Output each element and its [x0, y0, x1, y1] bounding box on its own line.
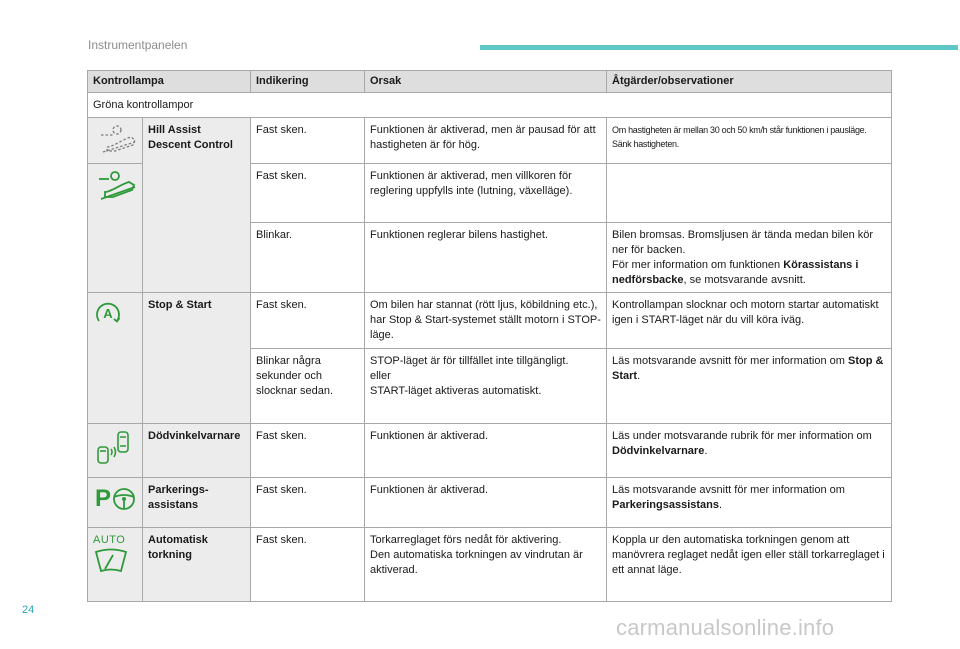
cause-text: Den automatiska torkningen av vindrutan är aktiverad. [370, 549, 583, 576]
cause-cell [365, 349, 607, 424]
actions-cell [607, 349, 892, 424]
column-header-actions: Åtgärder/observationer [607, 71, 892, 93]
auto-label: AUTO [93, 534, 126, 546]
table-row [88, 424, 892, 478]
indication-cell: Fast sken. [251, 528, 365, 602]
lamp-name: Dödvinkelvarnare [143, 424, 251, 478]
actions-keyword: Körassistans i nedförsbacke [612, 259, 859, 286]
actions-cell [607, 118, 892, 164]
actions-text: För mer information om funktionen [612, 259, 784, 271]
cause-cell [365, 528, 607, 602]
icon-cell [88, 293, 143, 424]
cause-text: STOP-läget är för tillfället inte tillgängligt. [370, 355, 569, 367]
actions-text: . [637, 370, 641, 382]
indication-cell: Fast sken. [251, 118, 365, 164]
warning-lamps-table [87, 70, 892, 602]
svg-text:A: A [103, 306, 113, 321]
actions-text: Läs under motsvarande rubrik för mer information om [612, 430, 872, 442]
icon-cell [88, 424, 143, 478]
column-header-cause: Orsak [365, 71, 607, 93]
icon-cell [88, 164, 143, 293]
table-row [88, 478, 892, 528]
actions-keyword: Parkeringsassistans [612, 499, 720, 511]
lamp-name: Hill Assist Descent Control [143, 118, 251, 293]
indication-cell: Fast sken. [251, 293, 365, 349]
watermark: carmanualsonline.info [616, 615, 835, 640]
cause-cell: Funktionen är aktiverad, men villkoren för reglering uppfylls inte (lutning, växelläge). [365, 164, 607, 223]
indication-cell: Blinkar några sekunder och slocknar sedan. [251, 349, 365, 424]
table-row [88, 528, 892, 602]
cause-text: START-läget aktiveras automatiskt. [370, 385, 542, 397]
icon-cell [88, 478, 143, 528]
page-header-title: Instrumentpanelen [88, 38, 188, 52]
lamp-name: Parkerings-assistans [143, 478, 251, 528]
stop-start-icon [93, 307, 123, 319]
actions-cell [607, 478, 892, 528]
auto-wiper-icon [93, 534, 137, 574]
indication-cell: Fast sken. [251, 164, 365, 223]
parking-assist-icon [93, 485, 137, 512]
lamp-name: Stop & Start [143, 293, 251, 424]
cause-cell: Funktionen är aktiverad, men är pausad för att hastigheten är för hög. [365, 118, 607, 164]
actions-text: Bilen bromsas. Bromsljusen är tända medan bilen kör ner för backen. [612, 229, 874, 256]
actions-text: . [719, 499, 723, 511]
cause-cell: Om bilen har stannat (rött ljus, köbildning etc.), har Stop & Start-systemet ställt motorn i STOP-läge. [365, 293, 607, 349]
group-label: Gröna kontrollampor [88, 93, 892, 118]
actions-keyword: Dödvinkelvarnare [612, 445, 705, 457]
page-number: 24 [22, 604, 35, 616]
actions-text: Om hastigheten är mellan 30 och 50 km/h står funktionen i pausläge. Sänk hastigheten. [612, 125, 867, 149]
actions-cell [607, 223, 892, 293]
hill-descent-active-icon [93, 179, 139, 191]
actions-text: Läs motsvarande avsnitt för mer information om [612, 484, 845, 496]
actions-keyword: Stop & Start [612, 355, 884, 382]
table-row [88, 293, 892, 349]
hill-descent-paused-icon [93, 132, 139, 144]
icon-cell [88, 118, 143, 164]
indication-cell: Blinkar. [251, 223, 365, 293]
header-accent-bar [480, 45, 958, 50]
table-header-row [88, 71, 892, 93]
cause-text: Torkarreglaget förs nedåt för aktivering. [370, 534, 562, 546]
blind-spot-icon [93, 441, 133, 453]
cause-text: eller [370, 370, 391, 382]
indication-cell: Fast sken. [251, 424, 365, 478]
lamp-name: Automatisk torkning [143, 528, 251, 602]
group-row [88, 93, 892, 118]
actions-cell: Kontrollampan slocknar och motorn startar automatiskt igen i START-läget när du vill köra iväg. [607, 293, 892, 349]
cause-cell: Funktionen reglerar bilens hastighet. [365, 223, 607, 293]
indication-cell: Fast sken. [251, 478, 365, 528]
actions-cell [607, 164, 892, 223]
actions-text: . [704, 445, 708, 457]
actions-text: Läs motsvarande avsnitt för mer information om [612, 355, 848, 367]
actions-cell: Koppla ur den automatiska torkningen genom att manövrera reglaget nedåt igen eller ställ torkarreglaget i ett annat läge. [607, 528, 892, 602]
cause-cell: Funktionen är aktiverad. [365, 424, 607, 478]
column-header-lamp: Kontrollampa [88, 71, 251, 93]
column-header-indication: Indikering [251, 71, 365, 93]
table-row [88, 118, 892, 164]
cause-cell: Funktionen är aktiverad. [365, 478, 607, 528]
svg-text:P: P [95, 485, 112, 512]
actions-cell [607, 424, 892, 478]
icon-cell [88, 528, 143, 602]
actions-text: , se motsvarande avsnitt. [683, 274, 806, 286]
